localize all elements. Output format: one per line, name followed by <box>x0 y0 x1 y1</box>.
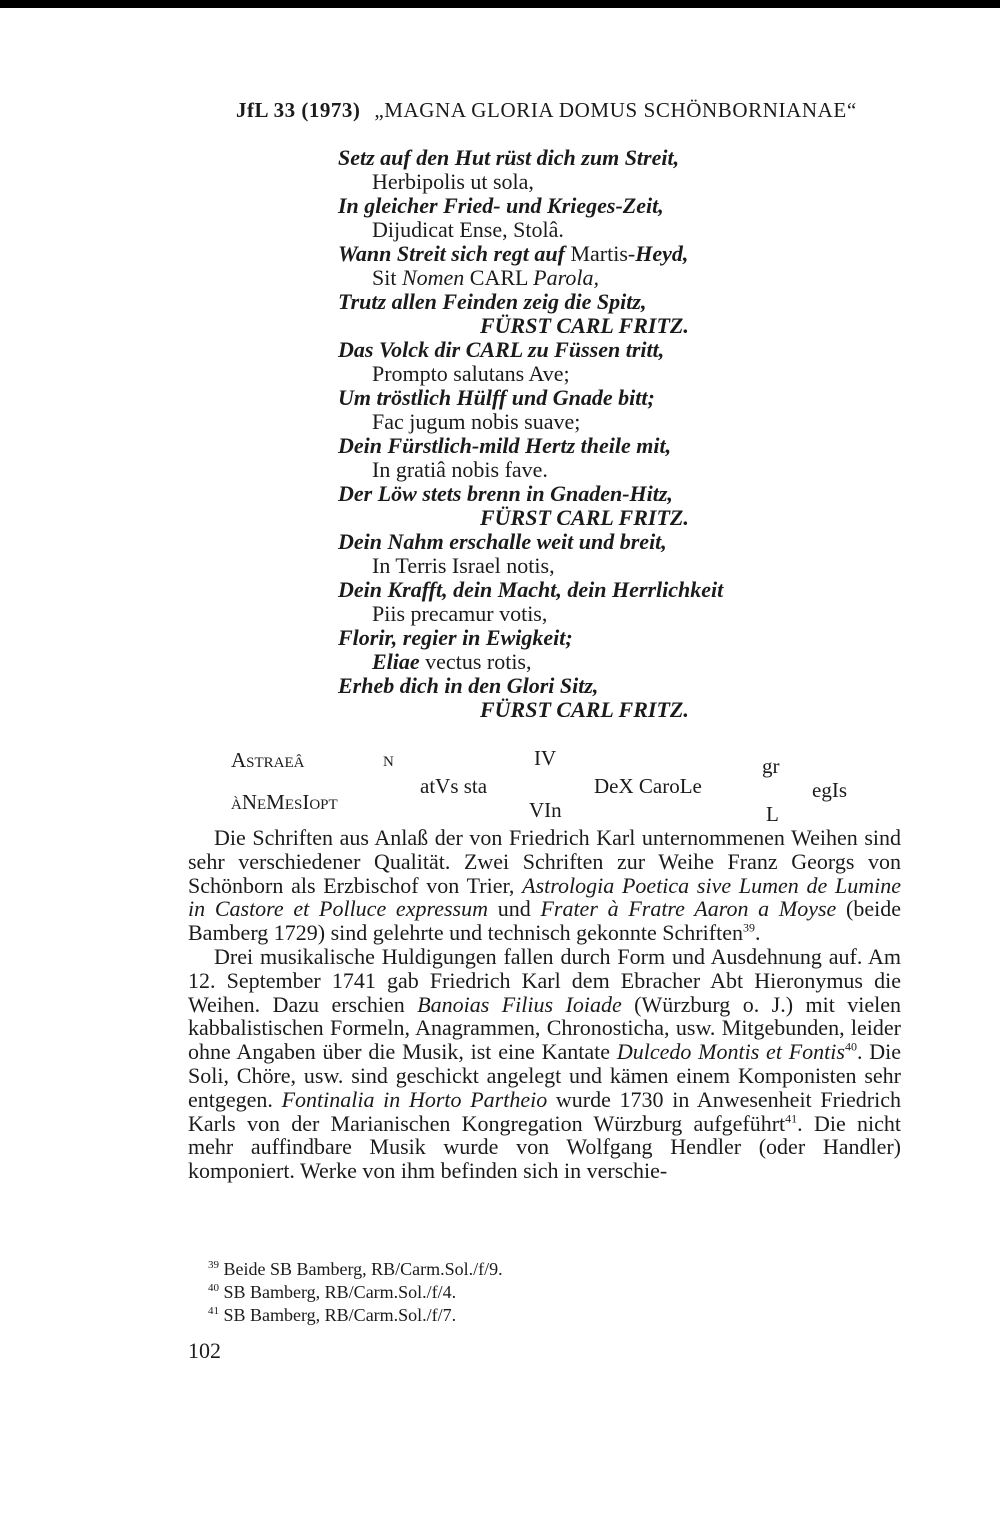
chronogram-word: IV <box>534 746 557 770</box>
poem-line: Florir, regier in Ewigkeit; <box>338 625 573 650</box>
poem-line: Eliae vectus rotis, <box>372 649 532 674</box>
chronogram-word: àNeMesIopt <box>231 790 338 814</box>
poem-line: Prompto salutans Ave; <box>372 361 570 386</box>
chronogram-word: gr <box>762 754 780 778</box>
journal-reference: JfL 33 (1973) <box>236 98 361 122</box>
chronogram-word: atVs sta <box>420 774 488 798</box>
poem-line: Dein Nahm erschalle weit und breit, <box>338 529 667 554</box>
poem-line: Sit Nomen CARL Parola, <box>372 265 599 290</box>
poem-line: Dein Fürstlich-mild Hertz theile mit, <box>338 433 672 458</box>
chronogram-word: egIs <box>812 778 847 802</box>
poem-refrain: FÜRST CARL FRITZ. <box>480 505 689 530</box>
poem-line: Herbipolis ut sola, <box>372 169 534 194</box>
poem-line: Trutz allen Feinden zeig die Spitz, <box>338 289 647 314</box>
paragraph: Drei musikalische Huldigungen fallen durch Form und Ausdehnung auf. Am 12. September 1741 gab Friedrich Karl dem Ebracher Abt Hieronymus die Weihen. Dazu erschien Banoias Filius Ioiade (Würzburg o. J.) mit vielen kabbalistischen Formeln, Anagrammen, Chronosticha, usw. Mitgebunden, leider ohne Angaben über die Musik, ist eine Kantate Dulcedo Montis et Fontis$^{40}$. Die Soli, Chöre, usw. sind geschickt angelegt und kämen einem Komponisten sehr entgegen. Fontinalia in Horto Partheio wurde 1730 in Anwesenheit Friedrich Karls von der Marianischen Kongregation Würzburg aufgeführt$^{41}$. Die nicht mehr auffindbare Musik wurde von Wolfgang Hendler (oder Handler) komponiert. Werke von ihm befinden sich in verschie- <box>188 943 902 1184</box>
poem-line: In Terris Israel notis, <box>372 553 555 578</box>
running-header <box>236 98 916 123</box>
poem-line: Erheb dich in den Glori Sitz, <box>338 673 599 698</box>
poem-line: Piis precamur votis, <box>372 601 548 626</box>
poem-line: Dijudicat Ense, Stolâ. <box>372 217 564 242</box>
chronogram-word: N <box>383 754 394 770</box>
poem-line: Der Löw stets brenn in Gnaden-Hitz, <box>338 481 673 506</box>
poem-refrain: FÜRST CARL FRITZ. <box>480 697 689 722</box>
chronogram-word: VIn <box>529 798 562 822</box>
footnote-ref: 40 <box>844 1039 857 1054</box>
chronogram-word: Astraeâ <box>231 748 305 772</box>
footnote: $^{40}$ SB Bamberg, RB/Carm.Sol./f/4. <box>208 1282 457 1302</box>
poem-refrain: FÜRST CARL FRITZ. <box>480 313 689 338</box>
footnote: $^{39}$ Beide SB Bamberg, RB/Carm.Sol./f/9. <box>208 1259 503 1279</box>
running-title: „MAGNA GLORIA DOMUS SCHÖNBORNIANAE“ <box>374 98 857 122</box>
body-text <box>188 826 901 1183</box>
poem-line: In gleicher Fried- und Krieges-Zeit, <box>338 193 664 218</box>
scan-top-edge <box>0 0 1000 8</box>
poem-line: In gratiâ nobis fave. <box>372 457 548 482</box>
poem-line: Wann Streit sich regt auf Martis-Heyd, <box>338 241 689 266</box>
footnotes <box>208 1256 808 1325</box>
page-number: 102 <box>188 1338 221 1363</box>
poem-line: Um tröstlich Hülff und Gnade bitt; <box>338 385 655 410</box>
poem-line: Das Volck dir CARL zu Füssen tritt, <box>338 337 665 362</box>
poem-line: Fac jugum nobis suave; <box>372 409 581 434</box>
chronogram-word: DeX CaroLe <box>594 774 702 798</box>
poem-line: Dein Krafft, dein Macht, dein Herrlichkeit <box>338 577 724 602</box>
footnote-ref: 39 <box>742 920 755 935</box>
footnote: $^{41}$ SB Bamberg, RB/Carm.Sol./f/7. <box>208 1305 457 1325</box>
footnote-ref: 41 <box>785 1111 798 1126</box>
poem-line: Setz auf den Hut rüst dich zum Streit, <box>338 145 680 170</box>
paragraph: Die Schriften aus Anlaß der von Friedrich Karl unternommenen Weihen sind sehr verschiedener Qualität. Zwei Schriften zur Weihe Franz Georgs von Schönborn als Erzbischof von Trier, Astrologia Poetica sive Lumen de Lumine in Castore et Polluce expressum und Frater à Fratre Aaron a Moyse (beide Bamberg 1729) sind gelehrte und technisch gekonnte Schriften$^{39}$. <box>188 825 902 946</box>
chronogram-word: L <box>766 802 779 826</box>
